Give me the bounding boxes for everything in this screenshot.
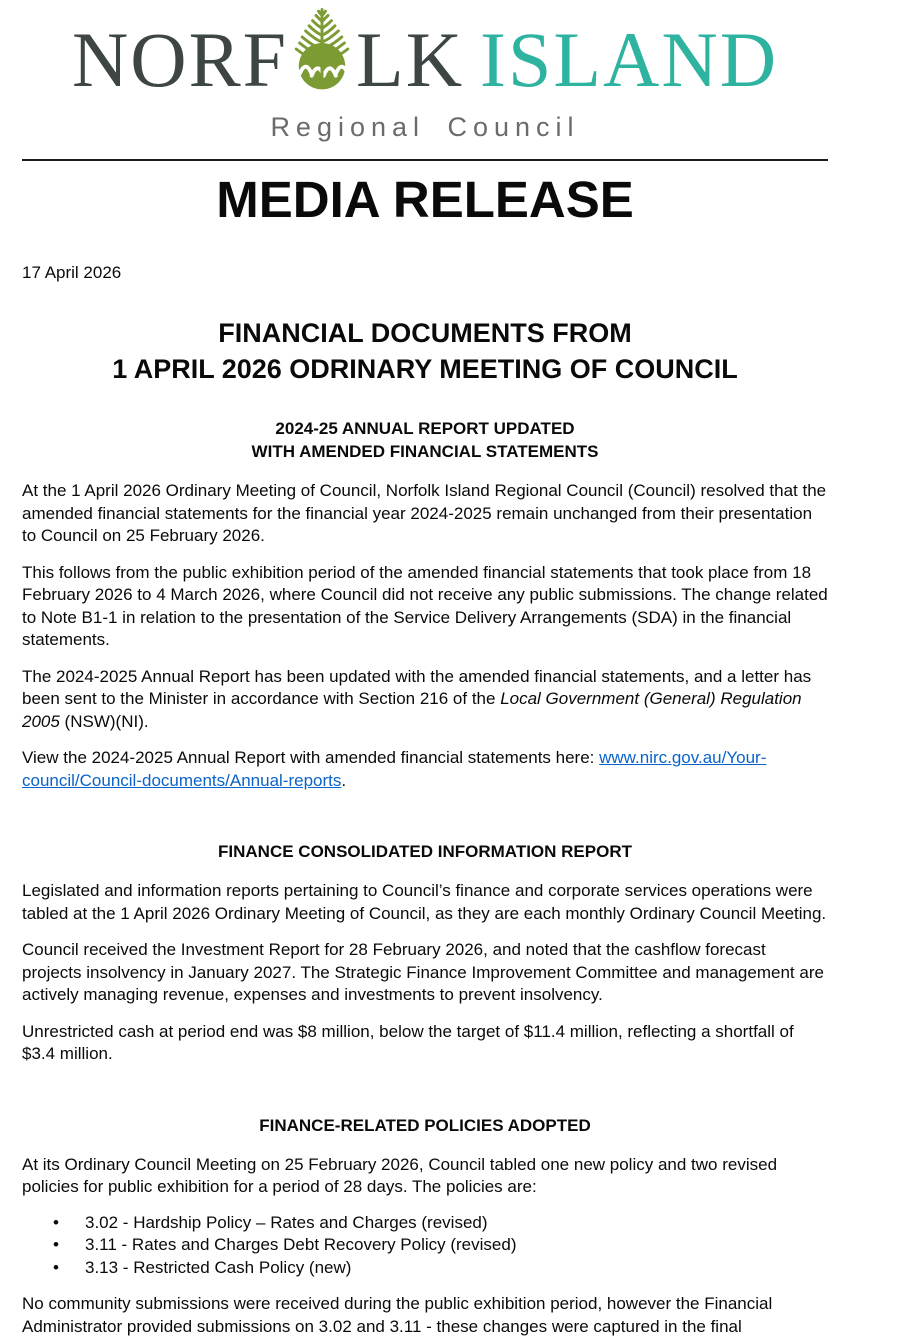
logo-text-lk: LK <box>356 16 465 103</box>
list-item: • 3.02 - Hardship Policy – Rates and Charges (revised) <box>22 1212 828 1235</box>
section1-heading-line2: WITH AMENDED FINANCIAL STATEMENTS <box>251 442 599 462</box>
section2-heading: FINANCE CONSOLIDATED INFORMATION REPORT <box>218 842 632 862</box>
section1-heading-line1: 2024-25 ANNUAL REPORT UPDATED <box>275 419 575 439</box>
release-title-line1: FINANCIAL DOCUMENTS FROM <box>218 318 632 349</box>
media-release-heading: MEDIA RELEASE <box>216 171 634 228</box>
section1-heading <box>22 417 828 463</box>
paragraph: Legislated and information reports pertaining to Council’s finance and corporate services operations were tabled at the 1 April 2026 Ordinary Meeting of Council, as they are each monthly Ordinary Council Meeting. <box>22 881 827 923</box>
release-title <box>22 315 828 387</box>
paragraph: At the 1 April 2026 Ordinary Meeting of Council, Norfolk Island Regional Council (Council) resolved that the amended financial statements for the financial year 2024-2025 remain unchanged from their presentation to Council on 25 February 2026. <box>22 481 827 546</box>
paragraph: This follows from the public exhibition period of the amended financial statements that took place from 18 February 2026 to 4 March 2026, where Council did not receive any public submissions. The change related to Note B1-1 in relation to the presentation of the Service Delivery Arrangements (SDA) in the financial statements. <box>22 562 828 650</box>
council-logo <box>22 0 828 143</box>
regulation-title-italic: Local Government (General) Regulation 2005 <box>22 689 802 731</box>
paragraph-text: (NSW)(NI). <box>59 711 149 731</box>
paragraph-text: The 2024-2025 Annual Report has been updated with the amended financial statements, and a letter has been sent to the Minister in accordance with Section 216 of the <box>22 666 812 709</box>
section3-heading: FINANCE-RELATED POLICIES ADOPTED <box>259 1115 591 1135</box>
logo-text-island: ISLAND <box>480 16 779 103</box>
release-title-line2: 1 APRIL 2026 ODRINARY MEETING OF COUNCIL <box>112 354 738 385</box>
paragraph <box>22 747 828 792</box>
logo-subtitle: Regional Council <box>270 112 580 142</box>
paragraph-text: . <box>341 770 347 790</box>
policy-list <box>22 1212 828 1280</box>
list-item: • 3.13 - Restricted Cash Policy (new) <box>22 1257 828 1280</box>
annual-report-link[interactable]: www.nirc.gov.au/Your-council/Council-documents/Annual-reports <box>22 748 767 790</box>
norfolk-pine-icon <box>289 6 355 92</box>
logo-text-norf: NORF <box>71 16 289 103</box>
header-divider <box>22 159 828 161</box>
logo-wordmark <box>22 6 828 110</box>
paragraph: Council received the Investment Report for 28 February 2026, and noted that the cashflow forecast projects insolvency in January 2027. The Strategic Finance Improvement Committee and management are actively managing revenue, expenses and investments to prevent insolvency. <box>22 940 824 1005</box>
paragraph: Unrestricted cash at period end was $8 million, below the target of $11.4 million, reflecting a shortfall of $3.4 million. <box>22 1021 794 1064</box>
page <box>22 0 828 1338</box>
paragraph: At its Ordinary Council Meeting on 25 February 2026, Council tabled one new policy and two revised policies for public exhibition for a period of 28 days. The policies are: <box>22 1154 778 1197</box>
paragraph <box>22 666 828 734</box>
list-item: • 3.11 - Rates and Charges Debt Recovery Policy (revised) <box>22 1234 828 1257</box>
paragraph: No community submissions were received during the public exhibition period, however the Financial Administrator provided submissions on 3.02 and 3.11 - these changes were captured in the final <box>22 1294 773 1336</box>
release-date: 17 April 2026 <box>22 263 122 283</box>
paragraph-text: View the 2024-2025 Annual Report with amended financial statements here: <box>22 748 600 768</box>
